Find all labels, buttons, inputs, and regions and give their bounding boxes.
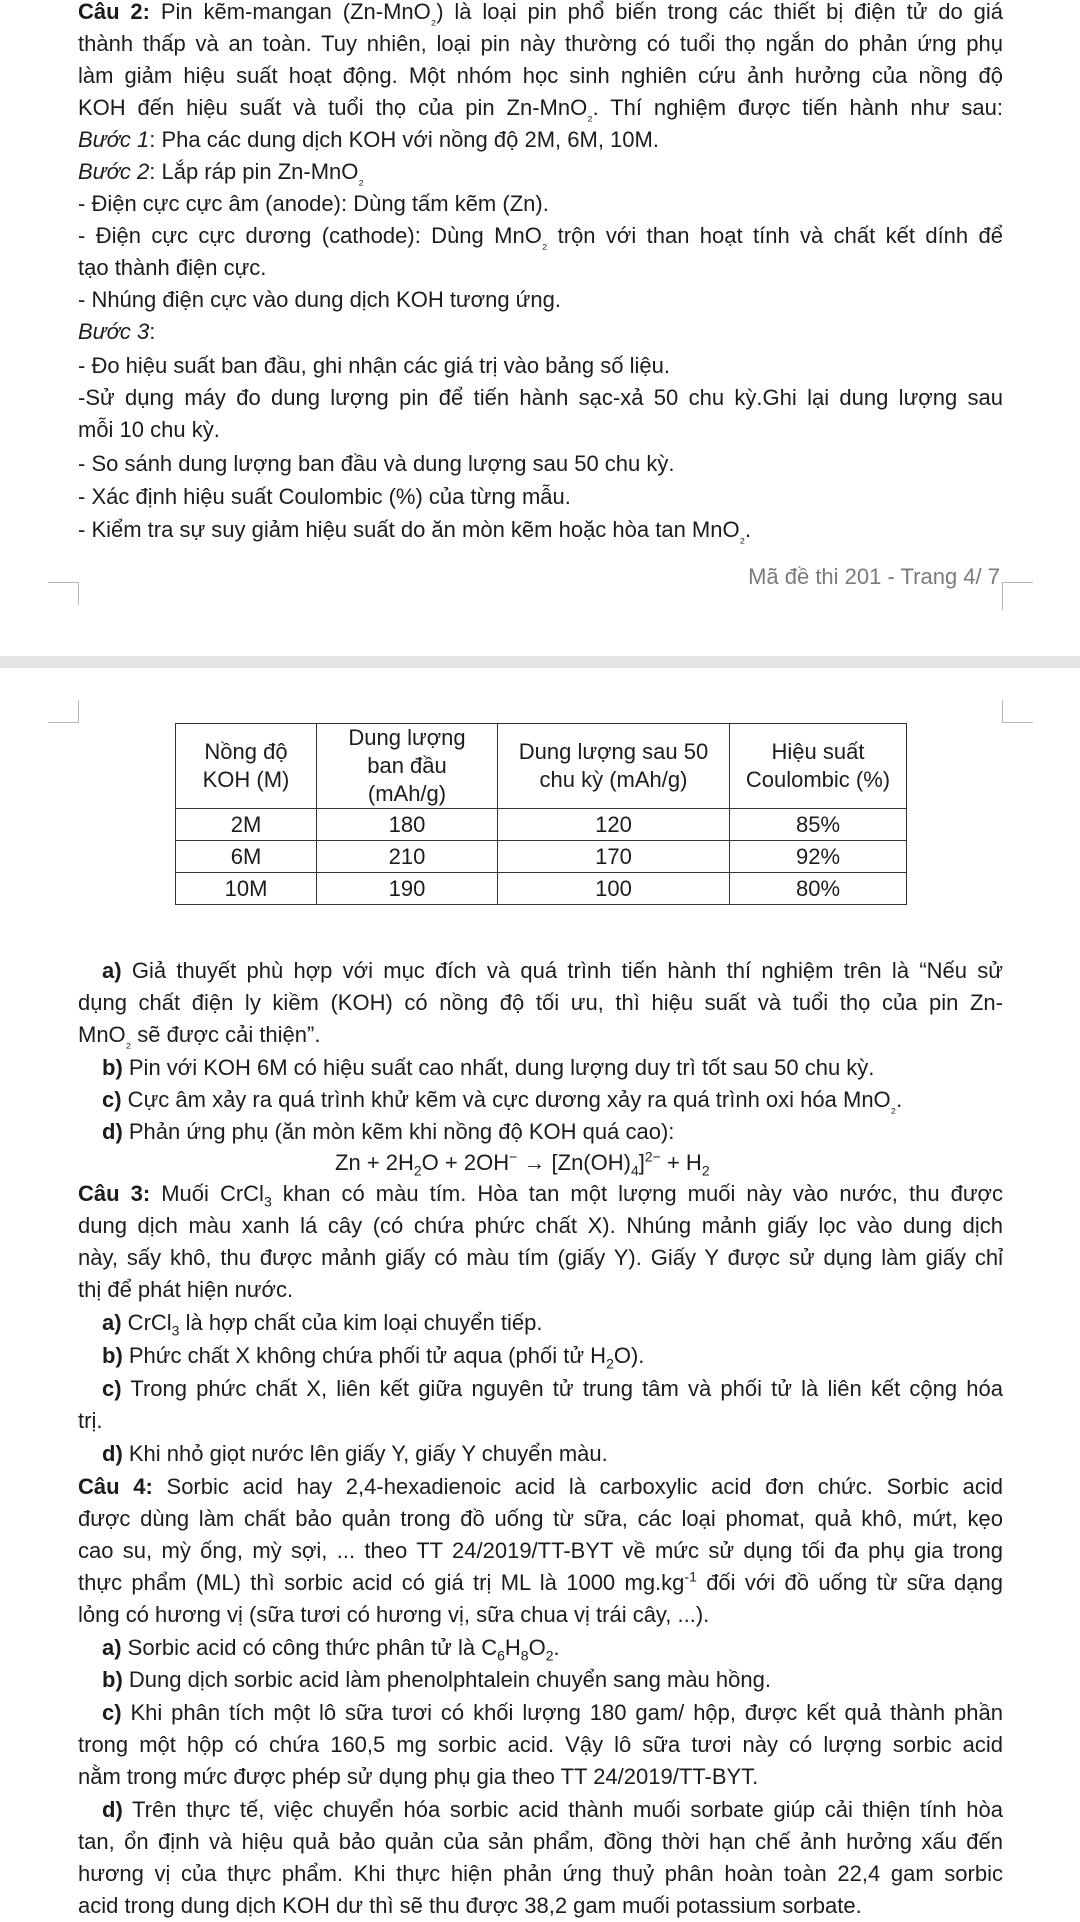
- q2-statement-a-cont: MnO$_{_2}$ sẽ được cải thiện”.: [78, 1022, 321, 1051]
- q3-line-2: dung dịch màu xanh lá cây (có chứa phức chất X). Nhúng mảnh giấy lọc vào dung dịch: [78, 1213, 1003, 1238]
- table-row: [176, 873, 907, 905]
- q4-statement-c-cont: nằm trong mức được phép sử dụng phụ gia theo TT 24/2019/TT-BYT.: [78, 1764, 759, 1789]
- q2-statement-c: c) Cực âm xảy ra quá trình khử kẽm và cực dương xảy ra quá trình oxi hóa MnO$_{_2}$.: [102, 1087, 903, 1116]
- page-separator: [0, 656, 1080, 668]
- table-cell: 85%: [730, 809, 907, 841]
- q2-step-3: Bước 3:: [78, 319, 156, 344]
- q4-statement-a: a) Sorbic acid có công thức phân tử là $C_6H_8O_2$.: [102, 1635, 560, 1664]
- q3-statement-c-cont: trị.: [78, 1408, 103, 1433]
- q3-statement-a: a) CrCl$_3$ là hợp chất của kim loại chuyển tiếp.: [102, 1310, 543, 1339]
- q4-statement-b: b) Dung dịch sorbic acid làm phenolphtalein chuyển sang màu hồng.: [102, 1667, 771, 1692]
- q4-statement-c: c) Khi phân tích một lô sữa tươi có khối lượng 180 gam/ hộp, được kết quả thành phần: [102, 1700, 1003, 1725]
- q2-line-4: KOH đến hiệu suất và tuổi thọ của pin Zn-MnO$_{_2}$. Thí nghiệm được tiến hành như sau:: [78, 95, 1004, 124]
- table-row: [176, 841, 907, 873]
- q2-statement-a: a) Giả thuyết phù hợp với mục đích và quá trình tiến hành thí nghiệm trên là “Nếu sử: [102, 958, 1003, 983]
- table-header: Hiệu suất Coulombic (%): [730, 724, 907, 809]
- table-cell: 100: [498, 873, 730, 905]
- table-cell: 120: [498, 809, 730, 841]
- table-cell: 180: [317, 809, 498, 841]
- q2-step-3-item: - Đo hiệu suất ban đầu, ghi nhận các giá trị vào bảng số liệu.: [78, 353, 670, 378]
- q2-step-2-item: tạo thành điện cực.: [78, 255, 267, 280]
- table-row: [176, 809, 907, 841]
- q3-line-1: Câu 3: Muối CrCl$_3$ khan có màu tím. Hòa tan một lượng muối này vào nước, thu được: [78, 1181, 1003, 1210]
- q3-statement-d: d) Khi nhỏ giọt nước lên giấy Y, giấy Y chuyển màu.: [102, 1441, 608, 1466]
- table-cell: 2M: [176, 809, 317, 841]
- q4-line-3: cao su, mỳ ống, mỳ sợi, ... theo TT 24/2019/TT-BYT về mức sử dụng tối đa phụ gia trong: [78, 1538, 1003, 1563]
- q4-line-5: lỏng có hương vị (sữa tươi có hương vị, sữa chua vị trái cây, ...).: [78, 1602, 710, 1627]
- table-cell: 10M: [176, 873, 317, 905]
- q4-statement-d-cont: tan, ổn định và hiệu quả bảo quản của sản phẩm, đồng thời hạn chế ảnh hưởng xấu đến: [78, 1829, 1003, 1854]
- table-header: Dung lượng ban đầu (mAh/g): [317, 724, 498, 809]
- q2-step-1: Bước 1: Pha các dung dịch KOH với nồng độ 2M, 6M, 10M.: [78, 127, 659, 152]
- table-cell: 210: [317, 841, 498, 873]
- q2-step-2: Bước 2: Lắp ráp pin Zn-MnO$_{_2}$: [78, 159, 364, 188]
- page-footer: Mã đề thi 201 - Trang 4/ 7: [748, 564, 1000, 589]
- table-cell: 170: [498, 841, 730, 873]
- q2-step-3-item: - So sánh dung lượng ban đầu và dung lượng sau 50 chu kỳ.: [78, 451, 675, 476]
- crop-mark: [48, 700, 79, 723]
- table-cell: 80%: [730, 873, 907, 905]
- results-table: [175, 723, 907, 905]
- q2-statement-b: b) Pin với KOH 6M có hiệu suất cao nhất, dung lượng duy trì tốt sau 50 chu kỳ.: [102, 1055, 875, 1080]
- q3-line-3: này, sấy khô, thu được mảnh giấy có màu tím (giấy Y). Giấy Y được sử dụng làm giấy chỉ: [78, 1245, 1003, 1270]
- crop-mark: [1002, 700, 1033, 723]
- q4-statement-d-cont: hương vị của thực phẩm. Khi thực hiện phản ứng thuỷ phân hoàn toàn 22,4 gam sorbic: [78, 1861, 1003, 1886]
- q2-step-3-item: - Kiểm tra sự suy giảm hiệu suất do ăn mòn kẽm hoặc hòa tan MnO$_{_2}$.: [78, 517, 752, 546]
- q4-statement-d-cont: acid trong dung dịch KOH dư thì sẽ thu được 38,2 gam muối potassium sorbate.: [78, 1893, 862, 1918]
- q2-step-3-item: -Sử dụng máy đo dung lượng pin để tiến hành sạc-xả 50 chu kỳ.Ghi lại dung lượng sau: [78, 385, 1003, 410]
- q2-step-3-item: mỗi 10 chu kỳ.: [78, 417, 220, 442]
- q2-step-3-item: - Xác định hiệu suất Coulombic (%) của từng mẫu.: [78, 484, 571, 509]
- q2-step-2-item: - Điện cực cực dương (cathode): Dùng MnO$_{_2}$ trộn với than hoạt tính và chất kết dính để: [78, 223, 1004, 252]
- q2-line-2: thành thấp và an toàn. Tuy nhiên, loại pin này thường có tuổi thọ ngắn do phản ứng phụ: [78, 31, 1003, 56]
- q3-statement-b: b) Phức chất X không chứa phối tử aqua (phối tử $H_2O$).: [102, 1343, 645, 1372]
- crop-mark: [1002, 582, 1033, 610]
- table-cell: 190: [317, 873, 498, 905]
- q4-line-2: được dùng làm chất bảo quản trong đồ uống từ sữa, các loại phomat, quả khô, mứt, kẹo: [78, 1506, 1003, 1531]
- q2-step-2-item: - Điện cực cực âm (anode): Dùng tấm kẽm (Zn).: [78, 191, 549, 216]
- q4-line-1: Câu 4: Sorbic acid hay 2,4-hexadienoic acid là carboxylic acid đơn chức. Sorbic acid: [78, 1474, 1003, 1499]
- crop-mark: [48, 582, 79, 605]
- q2-statement-a-cont: dụng chất điện ly kiềm (KOH) có nồng độ tối ưu, thì hiệu suất và tuổi thọ của pin Zn-: [78, 990, 1003, 1015]
- q2-step-2-item: - Nhúng điện cực vào dung dịch KOH tương ứng.: [78, 287, 561, 312]
- table-header: Dung lượng sau 50 chu kỳ (mAh/g): [498, 724, 730, 809]
- q2-statement-d: d) Phản ứng phụ (ăn mòn kẽm khi nồng độ KOH quá cao):: [102, 1119, 675, 1144]
- table-cell: 6M: [176, 841, 317, 873]
- q2-line-3: làm giảm hiệu suất hoạt động. Một nhóm học sinh nghiên cứu ảnh hưởng của nồng độ: [78, 63, 1003, 88]
- q4-statement-d: d) Trên thực tế, việc chuyển hóa sorbic acid thành muối sorbate giúp cải thiện tính hòa: [102, 1797, 1003, 1822]
- reaction-equation: $Zn + 2H_2O + 2OH^- \to [Zn(OH)_4]^{2-} + H_2$: [335, 1148, 710, 1179]
- table-cell: 92%: [730, 841, 907, 873]
- q4-statement-c-cont: trong một hộp có chứa 160,5 mg sorbic acid. Vậy lô sữa tươi này có lượng sorbic acid: [78, 1732, 1003, 1757]
- q4-line-4: thực phẩm (ML) thì sorbic acid có giá trị ML là 1000 $mg.kg^{-1}$ đối với đồ uống từ sữa dạng: [78, 1568, 1003, 1595]
- table-header: Nồng độ KOH (M): [176, 724, 317, 809]
- q3-statement-c: c) Trong phức chất X, liên kết giữa nguyên tử trung tâm và phối tử là liên kết cộng hóa: [102, 1376, 1003, 1401]
- q2-line-1: Câu 2: Pin kẽm-mangan (Zn-MnO$_{_2}$) là loại pin phổ biến trong các thiết bị điện tử do giá: [78, 0, 1003, 28]
- q3-line-4: thị để phát hiện nước.: [78, 1277, 294, 1302]
- table-header-row: [176, 724, 907, 809]
